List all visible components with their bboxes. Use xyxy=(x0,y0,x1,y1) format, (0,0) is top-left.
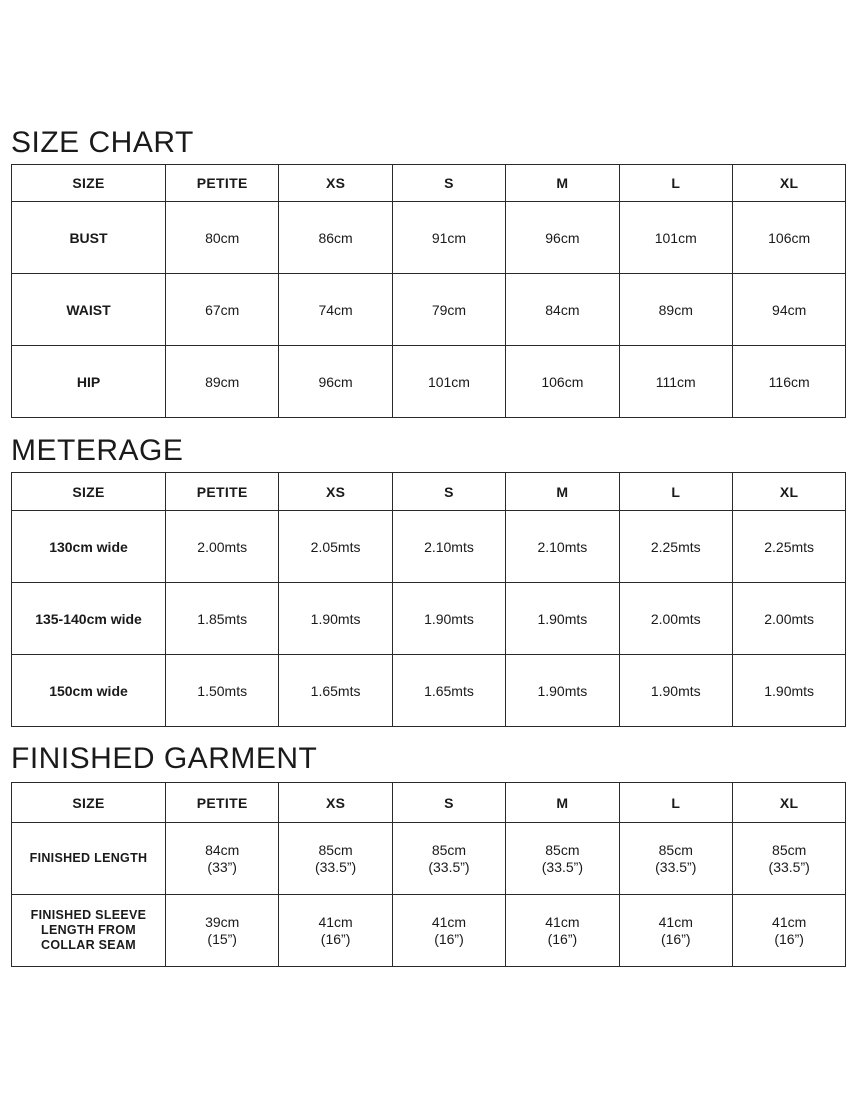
table-cell: 1.90mts xyxy=(619,655,732,727)
table-row xyxy=(12,511,846,583)
row-label: 150cm wide xyxy=(12,655,166,727)
header-cell: L xyxy=(619,783,732,823)
table-cell xyxy=(619,895,732,967)
table-cell: 116cm xyxy=(732,346,845,418)
table-row xyxy=(12,346,846,418)
inch-value: (16”) xyxy=(774,930,804,947)
meterage-header-row xyxy=(12,473,846,511)
size-chart-header-row xyxy=(12,165,846,202)
table-row xyxy=(12,274,846,346)
size-chart-table xyxy=(11,164,846,418)
table-cell: 1.90mts xyxy=(732,655,845,727)
row-label: 135-140cm wide xyxy=(12,583,166,655)
table-cell: 2.05mts xyxy=(279,511,392,583)
cm-value: 84cm xyxy=(205,841,240,858)
table-cell: 91cm xyxy=(392,202,505,274)
row-label: 130cm wide xyxy=(12,511,166,583)
row-label xyxy=(12,823,166,895)
table-cell: 2.00mts xyxy=(166,511,279,583)
header-cell: PETITE xyxy=(166,473,279,511)
inch-value: (16”) xyxy=(434,930,464,947)
cm-value: 39cm xyxy=(205,913,240,930)
table-cell xyxy=(732,895,845,967)
table-cell: 2.10mts xyxy=(392,511,505,583)
inch-value: (16”) xyxy=(660,930,691,947)
table-cell: 2.10mts xyxy=(506,511,619,583)
inch-value: (33.5”) xyxy=(428,858,470,875)
cm-value: 85cm xyxy=(772,841,807,858)
table-row xyxy=(12,583,846,655)
cm-value: 41cm xyxy=(545,913,580,930)
header-cell: XL xyxy=(732,783,845,823)
inch-value: (33”) xyxy=(207,858,237,875)
header-cell: XS xyxy=(279,783,392,823)
table-cell xyxy=(506,823,619,895)
table-row xyxy=(12,823,846,895)
table-cell xyxy=(392,823,505,895)
header-cell: XL xyxy=(732,473,845,511)
table-cell: 2.00mts xyxy=(619,583,732,655)
row-label-line: COLLAR SEAM xyxy=(41,938,136,952)
header-cell: PETITE xyxy=(166,783,279,823)
row-label-line: FINISHED LENGTH xyxy=(29,851,148,865)
table-cell xyxy=(392,895,505,967)
table-cell: 2.25mts xyxy=(732,511,845,583)
row-label: WAIST xyxy=(12,274,166,346)
table-cell xyxy=(279,823,392,895)
row-label-line: LENGTH FROM xyxy=(41,923,136,937)
inch-value: (33.5”) xyxy=(314,858,357,875)
row-label-line: FINISHED SLEEVE xyxy=(30,908,147,922)
table-cell xyxy=(506,895,619,967)
header-cell: SIZE xyxy=(12,473,166,511)
table-cell: 1.50mts xyxy=(166,655,279,727)
table-cell: 94cm xyxy=(732,274,845,346)
inch-value: (15”) xyxy=(207,930,237,947)
table-cell: 101cm xyxy=(392,346,505,418)
table-cell: 1.90mts xyxy=(392,583,505,655)
cm-value: 41cm xyxy=(431,913,467,930)
row-label: BUST xyxy=(12,202,166,274)
table-cell xyxy=(619,823,732,895)
finished-garment-table xyxy=(11,782,846,967)
table-cell: 96cm xyxy=(279,346,392,418)
inch-value: (16”) xyxy=(547,930,578,947)
table-cell: 1.90mts xyxy=(506,583,619,655)
header-cell: S xyxy=(392,473,505,511)
meterage-table xyxy=(11,472,846,727)
table-cell: 80cm xyxy=(166,202,279,274)
finished-garment-title: FINISHED GARMENT xyxy=(11,742,318,775)
header-cell: XL xyxy=(732,165,845,202)
cm-value: 41cm xyxy=(658,913,693,930)
cm-value: 85cm xyxy=(318,841,353,858)
table-cell: 96cm xyxy=(506,202,619,274)
meterage-title: METERAGE xyxy=(11,434,184,467)
cm-value: 41cm xyxy=(772,913,807,930)
header-cell: M xyxy=(506,473,619,511)
inch-value: (33.5”) xyxy=(768,858,810,875)
inch-value: (16”) xyxy=(320,930,351,947)
header-cell: XS xyxy=(279,165,392,202)
table-cell xyxy=(166,895,279,967)
table-row xyxy=(12,655,846,727)
table-cell: 2.25mts xyxy=(619,511,732,583)
table-cell xyxy=(166,823,279,895)
table-cell: 74cm xyxy=(279,274,392,346)
table-cell: 106cm xyxy=(732,202,845,274)
header-cell: XS xyxy=(279,473,392,511)
table-row xyxy=(12,895,846,967)
header-cell: M xyxy=(506,783,619,823)
table-cell: 101cm xyxy=(619,202,732,274)
table-cell: 2.00mts xyxy=(732,583,845,655)
table-cell: 1.90mts xyxy=(279,583,392,655)
header-cell: PETITE xyxy=(166,165,279,202)
table-cell: 1.65mts xyxy=(279,655,392,727)
table-cell: 1.85mts xyxy=(166,583,279,655)
header-cell: M xyxy=(506,165,619,202)
cm-value: 85cm xyxy=(545,841,580,858)
size-chart-title: SIZE CHART xyxy=(11,126,194,159)
table-cell: 89cm xyxy=(166,346,279,418)
row-label: HIP xyxy=(12,346,166,418)
finished-garment-header-row xyxy=(12,783,846,823)
header-cell: SIZE xyxy=(12,165,166,202)
header-cell: S xyxy=(392,783,505,823)
cm-value: 41cm xyxy=(318,913,353,930)
header-cell: SIZE xyxy=(12,783,166,823)
inch-value: (33.5”) xyxy=(655,858,697,875)
table-cell xyxy=(732,823,845,895)
table-row xyxy=(12,202,846,274)
table-cell: 111cm xyxy=(619,346,732,418)
inch-value: (33.5”) xyxy=(541,858,583,875)
cm-value: 85cm xyxy=(658,841,693,858)
header-cell: L xyxy=(619,165,732,202)
table-cell: 86cm xyxy=(279,202,392,274)
table-cell: 84cm xyxy=(506,274,619,346)
header-cell: S xyxy=(392,165,505,202)
cm-value: 85cm xyxy=(431,841,467,858)
header-cell: L xyxy=(619,473,732,511)
table-cell: 106cm xyxy=(506,346,619,418)
row-label xyxy=(12,895,166,967)
table-cell: 1.90mts xyxy=(506,655,619,727)
table-cell xyxy=(279,895,392,967)
table-cell: 1.65mts xyxy=(392,655,505,727)
table-cell: 79cm xyxy=(392,274,505,346)
table-cell: 67cm xyxy=(166,274,279,346)
table-cell: 89cm xyxy=(619,274,732,346)
